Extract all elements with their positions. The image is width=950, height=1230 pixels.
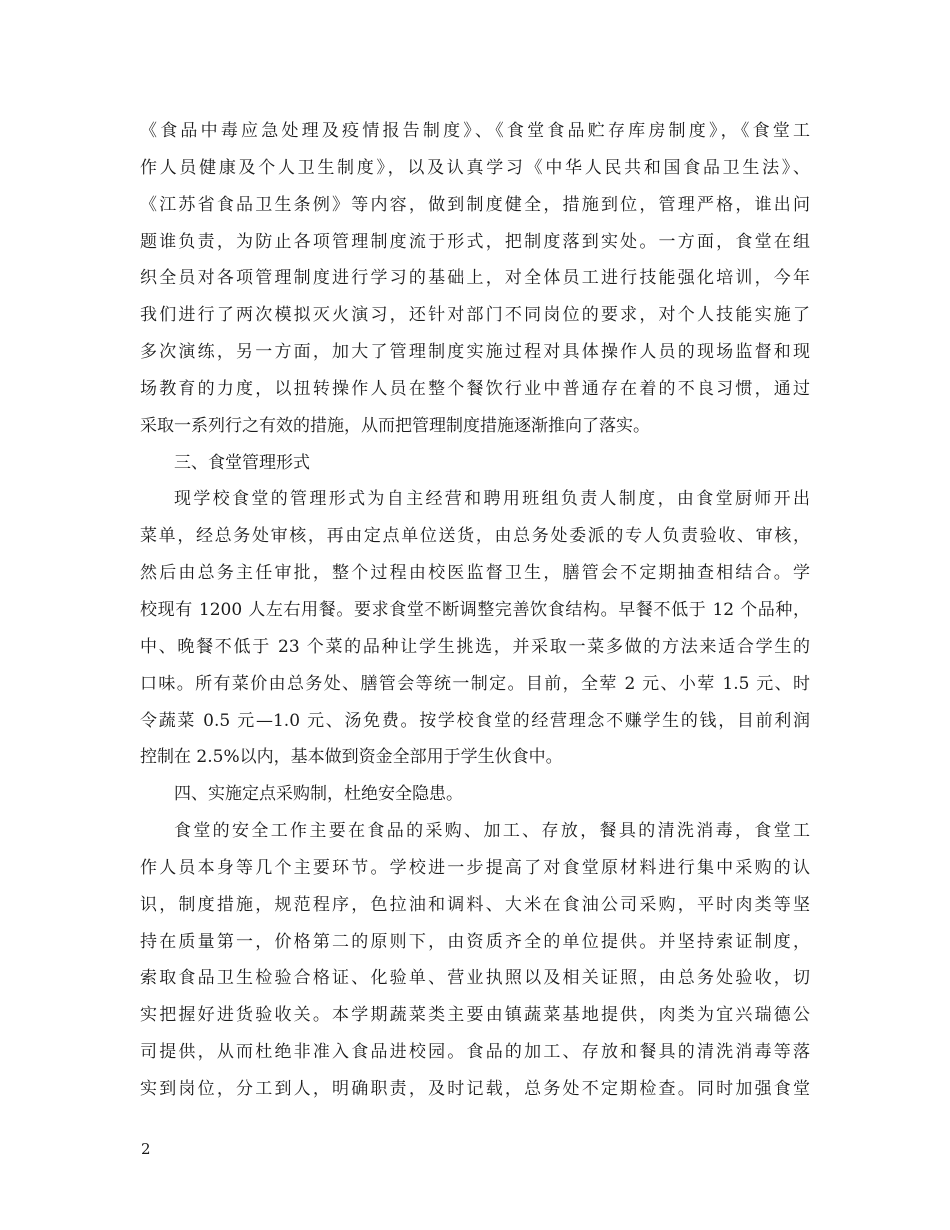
- text-line: 食堂的安全工作主要在食品的采购、加工、存放，餐具的清洗消毒，食堂工: [174, 821, 810, 842]
- text-line: 采取一系列行之有效的措施，从而把管理制度措施逐渐推向了落实。: [140, 415, 650, 436]
- text-line: 作人员本身等几个主要环节。学校进一步提高了对食堂原材料进行集中采购的认: [140, 857, 810, 878]
- page-number: 2: [141, 1140, 151, 1158]
- text-line: 织全员对各项管理制度进行学习的基础上，对全体员工进行技能强化培训，今年: [140, 268, 810, 289]
- text-line: 索取食品卫生检验合格证、化验单、营业执照以及相关证照，由总务处验收，切: [140, 968, 810, 989]
- text-line: 现学校食堂的管理形式为自主经营和聘用班组负责人制度，由食堂厨师开出: [174, 489, 810, 510]
- text-line: 实到岗位，分工到人，明确职责，及时记载，总务处不定期检查。同时加强食堂: [140, 1078, 810, 1099]
- section-heading: 三、食堂管理形式: [174, 452, 310, 473]
- text-line: 我们进行了两次模拟灭火演习，还针对部门不同岗位的要求，对个人技能实施了: [140, 305, 810, 326]
- text-line: 中、晚餐不低于 23 个菜的品种让学生挑选，并采取一菜多做的方法来适合学生的: [140, 636, 810, 657]
- text-line: 然后由总务主任审批，整个过程由校医监督卫生，膳管会不定期抽查相结合。学: [140, 563, 810, 584]
- text-line: 令蔬菜 0.5 元—1.0 元、汤免费。按学校食堂的经营理念不赚学生的钱，目前利润: [140, 710, 810, 731]
- text-line: 多次演练，另一方面，加大了管理制度实施过程对具体操作人员的现场监督和现: [140, 342, 810, 363]
- text-line: 司提供，从而杜绝非准入食品进校园。食品的加工、存放和餐具的清洗消毒等落: [140, 1042, 810, 1063]
- text-line: 《食品中毒应急处理及疫情报告制度》、《食堂食品贮存库房制度》，《食堂工: [140, 121, 810, 141]
- text-line: 口味。所有菜价由总务处、膳管会等统一制定。目前，全荤 2 元、小荤 1.5 元、时: [140, 673, 810, 694]
- text-line: 题谁负责，为防止各项管理制度流于形式，把制度落到实处。一方面，食堂在组: [140, 231, 810, 252]
- text-line: 校现有 1200 人左右用餐。要求食堂不断调整完善饮食结构。早餐不低于 12 个品种，: [140, 599, 810, 620]
- text-line: 识，制度措施，规范程序，色拉油和调料、大米在食油公司采购，平时肉类等坚: [140, 894, 810, 915]
- text-line: 场教育的力度，以扭转操作人员在整个餐饮行业中普通存在着的不良习惯，通过: [140, 378, 810, 399]
- text-line: 作人员健康及个人卫生制度》，以及认真学习《中华人民共和国食品卫生法》、: [140, 157, 810, 178]
- text-line: 持在质量第一，价格第二的原则下，由资质齐全的单位提供。并坚持索证制度，: [140, 931, 810, 952]
- section-heading: 四、实施定点采购制，杜绝安全隐患。: [174, 784, 463, 805]
- text-line: 菜单，经总务处审核，再由定点单位送货，由总务处委派的专人负责验收、审核，: [140, 526, 810, 547]
- text-line: 控制在 2.5%以内，基本做到资金全部用于学生伙食中。: [140, 747, 563, 768]
- text-line: 《江苏省食品卫生条例》等内容，做到制度健全，措施到位，管理严格，谁出问: [140, 194, 810, 215]
- text-line: 实把握好进货验收关。本学期蔬菜类主要由镇蔬菜基地提供，肉类为宜兴瑞德公: [140, 1005, 810, 1026]
- body-text: [140, 113, 810, 1108]
